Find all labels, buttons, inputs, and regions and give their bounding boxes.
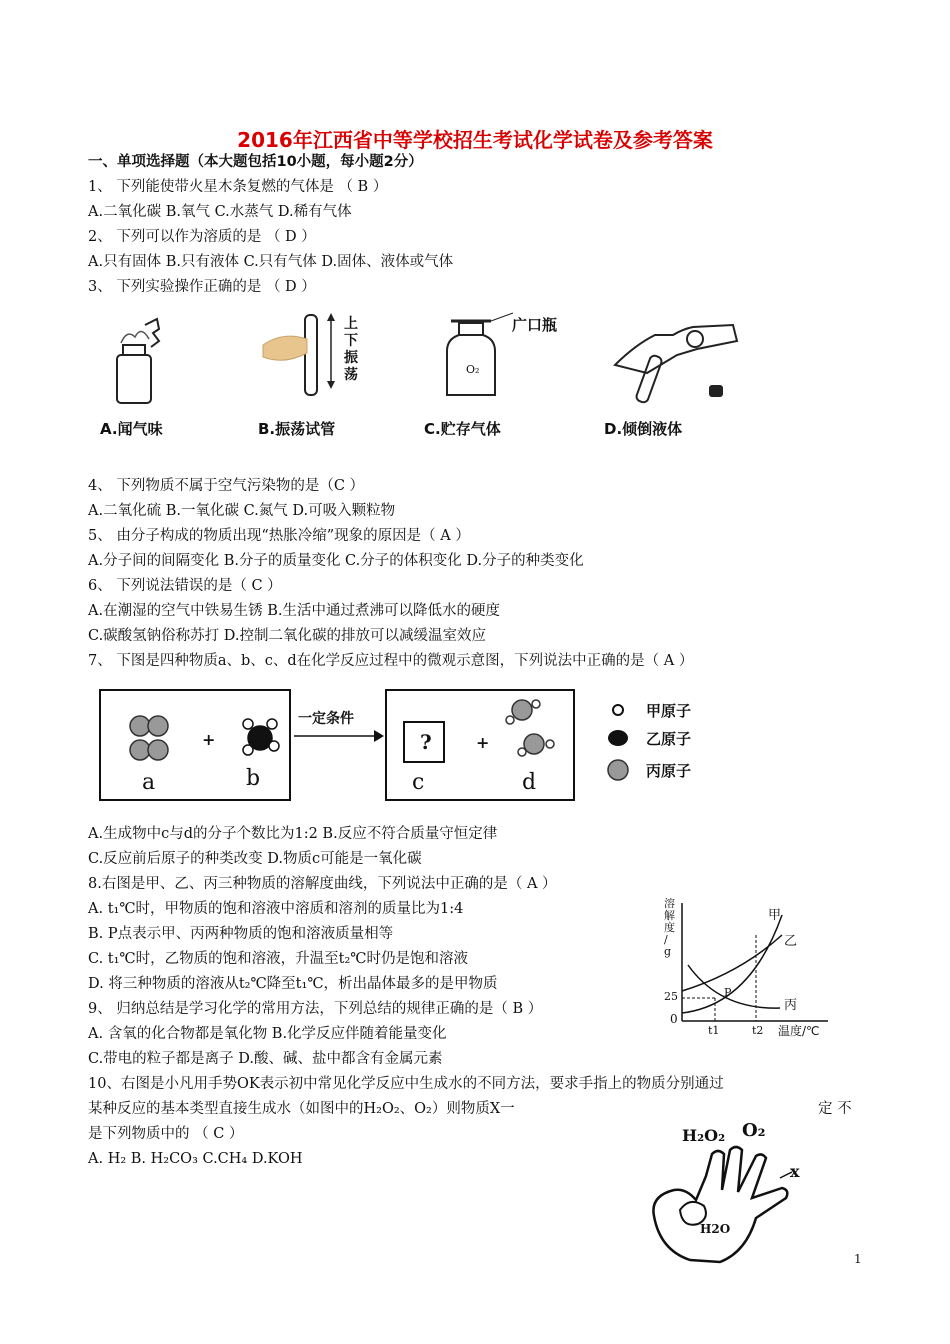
curve-yi	[682, 935, 782, 991]
page-title: 2016年江西省中等学校招生考试化学试卷及参考答案	[237, 128, 713, 152]
pour-liquid-icon	[615, 325, 737, 404]
q10-stem-2: 某种反应的基本类型直接生成水（如图中的H₂O₂、O₂）则物质X一	[88, 1101, 515, 1117]
series-yi: 乙	[784, 934, 798, 949]
label-d: d	[522, 770, 537, 795]
q3-illustrations	[95, 305, 755, 415]
ylabel-char: 解	[664, 909, 675, 922]
q4-options: A.二氧化硫 B.一氧化碳 C.氮气 D.可吸入颗粒物	[88, 503, 396, 519]
jar-icon	[447, 313, 513, 395]
section-heading: 一、单项选择题（本大题包括10小题，每小题2分）	[88, 154, 423, 170]
q10-stem-3: 是下列物质中的 （ C ）	[88, 1126, 244, 1142]
q8-option-b: B. P点表示甲、丙两种物质的饱和溶液质量相等	[88, 926, 394, 942]
shake-char: 振	[344, 350, 358, 366]
q1-options: A.二氧化碳 B.氧气 C.水蒸气 D.稀有气体	[88, 204, 352, 220]
q3-stem: 3、 下列实验操作正确的是 （ D ）	[88, 279, 316, 295]
hand-o2: O₂	[742, 1120, 766, 1141]
chart-ytick: 25	[664, 990, 678, 1003]
q8-option-d: D. 将三种物质的溶液从t₂℃降至t₁℃，析出晶体最多的是甲物质	[88, 976, 498, 992]
q7-diagram	[98, 686, 718, 806]
q8-option-c: C. t₁℃时，乙物质的饱和溶液，升温至t₂℃时仍是饱和溶液	[88, 951, 469, 967]
q2-stem: 2、 下列可以作为溶质的是 （ D ）	[88, 229, 316, 245]
test-tube-icon	[263, 313, 335, 395]
q8-stem: 8.右图是甲、乙、丙三种物质的溶解度曲线，下列说法中正确的是（ A ）	[88, 876, 557, 892]
molecule-d	[506, 700, 554, 756]
curve-bing	[688, 965, 780, 1008]
q5-stem: 5、 由分子构成的物质出现“热胀冷缩”现象的原因是（ A ）	[88, 528, 470, 544]
q2-options: A.只有固体 B.只有液体 C.只有气体 D.固体、液体或气体	[88, 254, 454, 270]
hand-h2o2: H₂O₂	[682, 1126, 726, 1145]
legend-bing: 丙原子	[646, 762, 692, 780]
q9-stem: 9、 归纳总结是学习化学的常用方法，下列总结的规律正确的是（ B ）	[88, 1001, 543, 1017]
shake-char: 荡	[344, 367, 358, 383]
caption-d: D.倾倒液体	[604, 420, 683, 438]
caption-b: B.振荡试管	[258, 420, 336, 438]
chart-xtick-t1: t1	[708, 1024, 720, 1037]
q6-options-a: A.在潮湿的空气中铁易生锈 B.生活中通过煮沸可以降低水的硬度	[88, 603, 500, 619]
caption-c: C.贮存气体	[424, 420, 501, 438]
q6-stem: 6、 下列说法错误的是（ C ）	[88, 578, 282, 594]
q8-option-a: A. t₁℃时，甲物质的饱和溶液中溶质和溶剂的质量比为1:4	[88, 901, 464, 917]
q1-stem: 1、 下列能使带火星木条复燃的气体是 （ B ）	[88, 179, 388, 195]
ylabel-char: /	[664, 933, 668, 946]
plus-sign: +	[476, 733, 490, 752]
q6-options-b: C.碳酸氢钠俗称苏打 D.控制二氧化碳的排放可以减缓温室效应	[88, 628, 487, 644]
series-jia: 甲	[768, 908, 782, 923]
q10-stem-1: 10、右图是小凡用手势OK表示初中常见化学反应中生成水的不同方法，要求手指上的物质分别通过	[88, 1076, 724, 1092]
label-a: a	[142, 770, 156, 795]
legend-yi: 乙原子	[646, 730, 692, 748]
caption-a: A.闻气味	[100, 420, 163, 438]
shake-labels	[344, 316, 358, 384]
shake-char: 下	[344, 333, 358, 349]
q10-options: A. H₂ B. H₂CO₃ C.CH₄ D.KOH	[88, 1151, 303, 1167]
molecule-a	[130, 716, 168, 760]
chart-point-p: P	[724, 986, 732, 999]
hand-water: H2O	[700, 1222, 731, 1236]
q4-stem: 4、 下列物质不属于空气污染物的是（C ）	[88, 478, 365, 494]
page-number: 1	[854, 1252, 862, 1266]
plus-sign: +	[202, 730, 216, 749]
q7-options-b: C.反应前后原子的种类改变 D.物质c可能是一氧化碳	[88, 851, 422, 867]
q10-stem-2-end: 定 不	[818, 1101, 852, 1117]
atom-jia-icon	[613, 705, 623, 715]
molecule-b	[243, 719, 279, 755]
atom-yi-icon	[608, 730, 628, 746]
chart-xtick-t2: t2	[752, 1024, 764, 1037]
ok-hand-icon	[650, 1140, 820, 1270]
ylabel-char: 度	[664, 921, 675, 934]
ylabel-char: 溶	[664, 897, 675, 910]
q5-options: A.分子间的间隔变化 B.分子的质量变化 C.分子的体积变化 D.分子的种类变化	[88, 553, 584, 569]
shake-char: 上	[344, 316, 358, 332]
legend-jia: 甲原子	[646, 702, 692, 720]
jar-label: 广口瓶	[512, 316, 558, 334]
ylabel-char: g	[664, 945, 672, 958]
q9-options-b: C.带电的粒子都是离子 D.酸、碱、盐中都含有金属元素	[88, 1051, 443, 1067]
label-c: c	[412, 770, 425, 795]
chart-xlabel: 温度/℃	[778, 1024, 820, 1038]
q7-options-a: A.生成物中c与d的分子个数比为1:2 B.反应不符合质量守恒定律	[88, 826, 498, 842]
label-b: b	[246, 766, 261, 791]
q7-stem: 7、 下图是四种物质a、b、c、d在化学反应过程中的微观示意图，下列说法中正确的是（ A ）	[88, 653, 694, 669]
chart-ylabel	[664, 898, 675, 958]
series-bing: 丙	[784, 998, 798, 1013]
atom-bing-icon	[608, 760, 628, 780]
hand-x: x	[790, 1162, 800, 1181]
unknown-c: ?	[420, 730, 432, 754]
smell-bottle-icon	[117, 319, 159, 403]
chart-origin: 0	[670, 1012, 678, 1026]
q9-options-a: A. 含氧的化合物都是氧化物 B.化学反应伴随着能量变化	[88, 1026, 447, 1042]
gas-label: O₂	[466, 363, 480, 376]
condition-label: 一定条件	[298, 711, 354, 727]
